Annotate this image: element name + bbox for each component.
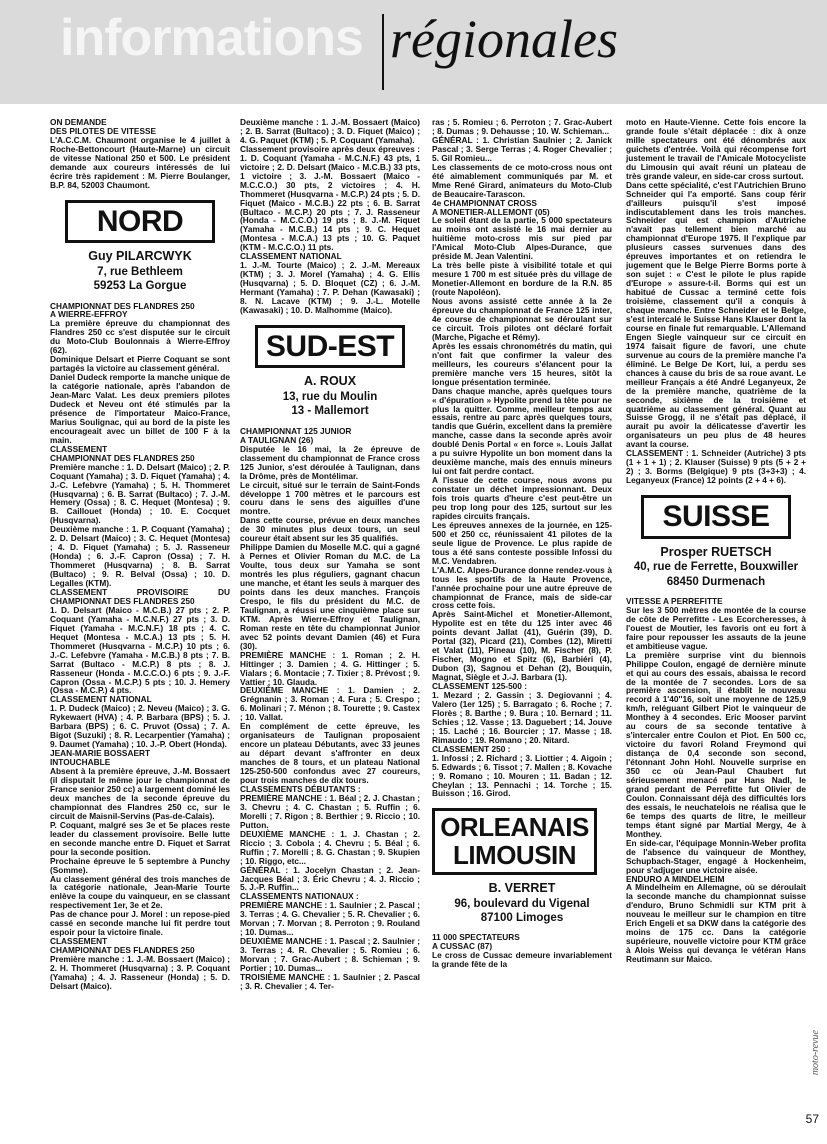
- page-number: 57: [805, 1112, 819, 1126]
- article-cussac-continued: moto en Haute-Vienne. Cette fois encore la grande foule s'était déplacée : dix à onze mille spectateurs ont été dénombrés aux guichets d'entrée. Voilà qui récompense fort justement le travail de l'Amicale Motocycliste du Limousin qui avait réuni un plateau de très grande valeur, en side-car cross surtout. Dans cette spécialité, c'est l'Autrichien Bruno Schneider qui l'a emporté. Sans coup férir d'ailleurs puisqu'il s'est imposé indiscutablement dans les trois manches. Schneider qui est champion d'Autriche n'avait pas tellement bien marché au championnat d'Europe 1975. Il l'explique par plusieurs casses survenues dans des épreuves importantes et on retiendra le jugement que le Belge Pierre Borms porte à son sujet : « C'est le pilote le plus rapide d'Europe » assure-t-il. Borms qui est un habitué de Cussac a terminé cette fois troisième, classement qu'il a conquis à chaque manche. Entre Schneider et le Belge, s'est intercalé le Suisse Hans Klauser dont la course en finale fut remarquable. L'Allemand Engen Siegle vainqueur sur ce circuit en 1974 faisait figure de favori, une chute survenue au cours de la première manche l'a éliminé. Le Belge De Kort, lui, a perdu ses chances à cause du bris de sa roue avant. Le meilleur Français a été André Leganyeux, 2e de la première manche, quatrième de la seconde, sixième de la troisième et quatrième au classement général. Quant au Suisse Grogg, il ne s'était pas déplacé, il aurait pu avoir la délicatesse d'avertir les organisateurs un peu plus de 48 heures avant la course. CLASSEMENT : 1. Schneider (Autriche) 3 pts (1 + 1 + 1) ; 2. Klauser (Suisse) 9 pts (5 + 2 + 2) ; 3. Borms (Belgique) 9 pts (3+3+3) ; 4. Leganyeux (France) 12 points (2 + 4 + 6).: [626, 118, 806, 486]
- article-orleanais-limousin: 11 000 SPECTATEURS A CUSSAC (87) Le cross de Cussac demeure invariablement la grande fête de la: [432, 932, 612, 970]
- correspondent-suisse: [626, 545, 806, 589]
- correspondent-city: 68450 Durmenach: [666, 575, 766, 588]
- correspondent-sud-est: [240, 374, 420, 418]
- magazine-name: moto-revue: [810, 1030, 821, 1076]
- region-title-orleanais-limousin: ORLEANAIS LIMOUSIN: [432, 808, 597, 875]
- header-divider: [382, 14, 384, 90]
- region-title-suisse: SUISSE: [641, 495, 791, 539]
- correspondent-street: 13, rue du Moulin: [282, 391, 378, 404]
- correspondent-name: B. VERRET: [488, 881, 556, 896]
- column-2: [240, 118, 420, 1130]
- correspondent-street: 40, rue de Ferrette, Bouxwiller: [633, 561, 799, 574]
- article-sud-est: CHAMPIONNAT 125 JUNIOR A TAULIGNAN (26) Disputée le 16 mai, la 2e épreuve de classement du championnat de France cross 125 Junior, s'est déroulée à Taulignan, dans la Drôme, près de Montélimar. Le circuit, situé sur le terrain de Saint-Fonds développe 1 700 mètres et le parcours est couru dans le sens des aiguilles d'une montre. Dans cette course, prévue en deux manches de 30 minutes plus deux tours, un seul coureur était absent sur les 35 qualifiés. Philippe Damien du Moselle M.C. qui a gagné à Pernes et Olivier Roman du M.C. de La Voulte, tous deux sur Yamaha se sont montrés les plus réguliers, gagnant chacun une manche, et étant les seuls à marquer des points dans les deux manches. François Crespo, le fils du président du M.C. de Taulignan, a réussi une cinquième place sur KTM. Après Wierre-Effroy et Taulignan, Roman reste en tête du championnat Junior avec 52 points devant Damien (46) et Fura (30). PREMIÈRE MANCHE : 1. Roman ; 2. H. Hittinger ; 3. Damien ; 4. G. Hittinger ; 5. Vialars ; 6. Montacie ; 7. Tixier ; 8. Prévost ; 9. Vattier ; 10. Glauda. DEUXIÈME MANCHE : 1. Damien ; 2. Grégnanin ; 3. Roman ; 4. Fura ; 5. Crespo ; 6. Molinari ; 7. Ménon ; 8. Tourette ; 9. Castex ; 10. Vallat. En complément de cette épreuve, les organisateurs de Taulignan proposaient encore un plateau Débutants, avec 33 jeunes au départ devant s'affronter en deux manches de 8 tours, et un plateau National 125-250-500 confondus avec 27 coureurs, pour trois manches de dix tours. CLASSEMENTS DÉBUTANTS : PREMIÈRE MANCHE : 1. Béal ; 2. J. Chastan ; 3. Chevru ; 4. C. Chastan ; 5. Ruffin ; 6. Morelli ; 7. Rigon ; 8. Berthier ; 9. Riccio ; 10. Putton. DEUXIÈME MANCHE : 1. J. Chastan ; 2. Riccio ; 3. Cobola ; 4. Chevru ; 5. Béal ; 6. Ruffin ; 7. Morelli ; 8. G. Chastan ; 9. Skupien ; 10. Riggo, etc... GÉNÉRAL : 1. Jocelyn Chastan ; 2. Jean-Jacques Béal ; 3. Éric Chevru ; 4. J. Riccio ; 5. J.-P. Ruffin... CLASSEMENTS NATIONAUX : PREMIÈRE MANCHE : 1. Saulnier ; 2. Pascal ; 3. Terras ; 4. G. Chevalier ; 5. R. Chevalier ; 6. Morvan ; 7. Morvan ; 8. Perroton ; 9. Rouland ; 10. Dumas... DEUXIÈME MANCHE : 1. Pascal ; 2. Saulnier ; 3. Terras ; 4. R. Chevalier ; 5. Romieu ; 6. Morvan ; 7. Grac-Aubert ; 8. Schieman ; 9. Portier ; 10. Dumas... TROISIÈME MANCHE : 1. Saulnier ; 2. Pascal ; 3. R. Chevalier ; 4. Ter-: [240, 425, 420, 991]
- correspondent-name: A. ROUX: [303, 374, 357, 389]
- correspondent-nord: [50, 249, 230, 293]
- region-title-sud-est: SUD-EST: [255, 325, 405, 369]
- column-3: [432, 118, 612, 1130]
- correspondent-city: 87100 Limoges: [480, 912, 564, 925]
- page-header-banner: [0, 0, 827, 104]
- header-word-informations: informations: [60, 9, 363, 67]
- region-title-nord: NORD: [65, 200, 215, 244]
- column-1: [50, 118, 230, 1130]
- article-suisse: VITESSE A PERREFITTE Sur les 3 500 mètres de montée de la course de côte de Perrefitte - Les Ecorcheresses, à l'ouest de Moutier, les favoris ont eu fort à faire pour repousser les assauts de la jeune et ambitieuse vague. La première surprise vint du biennois Philippe Coulon, engagé de dernière minute et qui au cours des essais, abaissa le record de la montée de 7 secondes. Lors de sa première ascension, il établit le nouveau record à 1'40''16, soit une moyenne de 125,9 km/h, reléguant Gilbert Piot le vainqueur de Monthey à 4 secondes. Eric Mooser parvint au cours de sa seconde tentative à s'intercaler entre Coulon et Piot. En 500 cc, victoire du favori Roland Freymond qui distança de 0,4 seconde son second, l'étonnant John Hohl. Nouvelle surprise en 350 cc où Jean-Paul Chaubert fut sérieusement menacé par Hans Nadl, le grand perdant de Perrefitte fut Olivier de Coulon. Connaissant déjà des difficultés lors des essais, le neuchatelois ne réalisa que le 6e temps des quarts de litre, le meilleur temps étant signé par Martial Mergy, 4e à Monthey. En side-car, l'équipage Monnin-Weber profita de l'absence du vainqueur de Monthey, Schupbach-Stager, engagé à Hockenheim, pour s'adjuger une victoire aisée. ENDURO A MINDELHEIM A Mindelheim en Allemagne, où se déroulait la seconde manche du championnat suisse d'enduro, Bruno Schmidli sur KTM prit à nouveau le meilleur sur le champion en titre Erich Engeli et sa DKW dans la catégorie des moins de 175 cc. Dans la catégorie supérieure, nouvelle victoire pour KTM grâce à Alois Weiss qui devança le vétéran Hans Reutimann sur Maico.: [626, 595, 806, 965]
- correspondent-street: 96, boulevard du Vigenal: [454, 897, 590, 910]
- column-4: [626, 118, 806, 1130]
- correspondent-city: 13 - Mallemort: [291, 405, 369, 418]
- correspondent-name: Prosper RUETSCH: [660, 544, 772, 559]
- article-sud-est-continued: ras ; 5. Romieu ; 6. Perroton ; 7. Grac-Aubert ; 8. Dumas ; 9. Dehausse ; 10. W. Schieman... GÉNÉRAL : 1. Christian Saulnier ; 2. Janick Pascal ; 3. Serge Terras ; 4. Roger Chevalier ; 5. Gil Romieu... Les classements de ce moto-cross nous ont été aimablement communiqués par M. et Mme René Girard, animateurs du Moto-Club de Beaucaire-Tarascon. 4e CHAMPIONNAT CROSS A MONETIER-ALLEMONT (05) Le soleil étant de la partie, 5 000 spectateurs au moins ont assisté le 16 mai dernier au huitième moto-cross mis sur pied par l'Amical Moto-Club Alpes-Durance, que préside M. Jean Valentini. La très belle piste à visibilité totale et qui mesure 1 700 m est située près du village de Monetier-Allemont en bordure de la R.N. 85 (route Napoléon). Nous avons assisté cette année à la 2e épreuve du championnat de France 125 inter, 4e course de championnat se déroulant sur ce circuit. Trois pilotes ont déclaré forfait (Marche, Pigache et Rémy). Après les essais chronométrés du matin, qui n'ont fait que confirmer la valeur des meilleurs, les coureurs s'élancent pour la première manche vers 15 heures, sitôt la longue présentation terminée. Dans chaque manche, après quelques tours « d'épuration » Hypolite prend la tête pour ne plus la quitter. Comme, meilleur temps aux essais, rentre au parc après quelques tours, tandis que Guérin, excellent dans la première manche, casse dans la seconde après avoir doublé Denis Portal « en force ». Louis Jallat a pu suivre Hypolite un bon moment dans la deuxième manche, mais des ennuis mineurs lui ont fait perdre contact. A l'issue de cette course, nous avons pu constater un déchet impressionnant. Deux fois trois quarts d'heure c'est peut-être un peu trop long pour des 125, surtout sur les rapides circuits français. Les épreuves annexes de la journée, en 125-500 et 250 cc, réunissaient 41 pilotes de la seule ligue de Provence. Le plus rapide de tous a été sans conteste possible Infossi du M.C. Vendabren. L'A.M.C. Alpes-Durance donne rendez-vous à tous les sportifs de la Haute Provence, l'année prochaine pour une autre épreuve de championnat de France, mais de side-car cross cette fois. Après Saint-Michel et Monetier-Allemont, Hypolite est en tête du 125 inter avec 46 points devant Jallat (41), Guérin (39), D. Portal (32), Picard (21), Combes (12), Miretti et Valat (11), Pineau (10), M. Fischer (8), P. Fischer, Mogno et Spitz (6), Barbiéri (4), Dubon (3), Sagnou et Dehan (2), Bouquin, Magnat, Siègle et J.-J. Barbara (1). CLASSEMENT 125-500 : 1. Mezard ; 2. Gassin ; 3. Degiovanni ; 4. Valero (1er 125) ; 5. Barragato ; 6. Roche ; 7. Florès ; 8. Barthe ; 9. Bura ; 10. Bernard ; 11. Schies ; 12. Vasse ; 13. Daguebert ; 14. Jouve ; 15. Laché ; 16. Bourcier ; 17. Masse ; 18. Rimaudo ; 19. Romano ; 20. Nitard. CLASSEMENT 250 : 1. Infossi ; 2. Richard ; 3. Liottier ; 4. Aigoin ; 5. Edwards ; 6. Tissot ; 7. Mallen ; 8. Kovache ; 9. Romano ; 10. Mouren ; 11. Badan ; 12. Cheylan ; 13. Pennachi ; 14. Torche ; 15. Buisson ; 16. Girod.: [432, 118, 612, 799]
- article-nord: CHAMPIONNAT DES FLANDRES 250 A WIERRE-EFFROY La première épreuve du championnat des Flandres 250 cc s'est disputée sur le circuit du Moto-Club Boulonnais à Wierre-Effroy (62). Dominique Delsart et Pierre Coquant se sont partagés la victoire au classement général. Daniel Dudeck remporte la manche unique de la catégorie nationale, après l'abandon de Jean-Marc Valat. Les deux premiers pilotes Dudeck et Neveu ont été stimulés par la présence de l'importateur Maico-France, Marius Soulignac, qui au bord de la piste les encourageait avec un billet de 100 F à la main. CLASSEMENT CHAMPIONNAT DES FLANDRES 250 Première manche : 1. D. Delsart (Maico) ; 2. P. Coquant (Yamaha) ; 3. D. Fiquet (Yamaha) ; 4. J.-C. Lefebvre (Yamaha) ; 5. H. Thommeret (Husqvarna) ; 6. B. Sarrat (Bultaco) ; 7. J.-M. Hemery (Ossa) ; 8. C. Hequet (Montesa) ; 9. B. Caillouet (Honda) ; 10. E. Cocquet (Husqvarna). Deuxième manche : 1. P. Coquant (Yamaha) ; 2. D. Delsart (Maico) ; 3. C. Hequet (Montesa) ; 4. D. Fiquet (Yamaha) ; 5. J. Rasseneur (Honda) ; 6. J.-F. Capron (Ossa) ; 7. H. Thommeret (Husqvarna) ; 8. B. Sarrat (Bultaco) ; 9. R. Belval (Ossa) ; 10. D. Legalles (KTM). CLASSEMENT PROVISOIRE DU CHAMPIONNAT DES FLANDRES 250 1. D. Delsart (Maico - M.C.B.) 27 pts ; 2. P. Coquant (Yamaha - M.C.N.F.) 27 pts ; 3. D. Fiquet (Yamaha - M.C.N.F.) 18 pts ; 4. C. Hequet (Montesa - M.C.A.) 13 pts ; 5. H. Thommeret (Husqvarna - M.C.P.) 10 pts ; 6. J.-C. Lefebvre (Yamaha - M.C.B.) 8 pts ; 7. B. Sarrat (Bultaco - M.C.P.) 8 pts ; 8. J. Rasseneur (Honda - M.C.C.O.) 6 pts ; 9. J.-F. Capron (Ossa - M.C.P.) 5 pts ; 10. J. Hemery (Ossa - M.C.P.) 4 pts. CLASSEMENT NATIONAL 1. P. Dudeck (Maico) ; 2. Neveu (Maico) ; 3. G. Rykewaert (HVA) ; 4. P. Barbara (BPS) ; 5. J. Barbara (BPS) ; 6. C. Pruvot (Ossa) ; 7. A. Bigot (Suzuki) ; 8. R. Lecarpentier (Yamaha) ; 9. Daumet (Yamaha) ; 10. J.-P. Obert (Honda). JEAN-MARIE BOSSAERT INTOUCHABLE Absent à la première épreuve, J.-M. Bossaert (il disputait le même jour le championnat de France senior 250 cc) a largement dominé les deux manches de la seconde épreuve du championnat des Flandres 250 cc, sur le circuit de Maisnil-Servins (Pas-de-Calais). P. Coquant, malgré ses 3e et 5e places reste leader du classement provisoire. Belle lutte en seconde manche entre D. Fiquet et Sarrat pour la seconde position. Prochaine épreuve le 5 septembre à Punchy (Somme). Au classement général des trois manches de la catégorie nationale, Jean-Marie Tourte enlève la coupe du vainqueur, en se classant respectivement 1er, 3e et 2e. Pas de chance pour J. Morel : un repose-pied cassé en seconde manche lui fit perdre tout espoir pour la victoire finale. CLASSEMENT CHAMPIONNAT DES FLANDRES 250 Première manche : 1. J.-M. Bossaert (Maico) ; 2. H. Thommeret (Husqvarna) ; 3. P. Coquant (Yamaha) ; 4. J. Rasseneur (Honda) ; 5. D. Delsart (Maico).: [50, 300, 230, 991]
- article-on-demande: ON DEMANDE DES PILOTES DE VITESSE L'A.C.C.M. Chaumont organise le 4 juillet à Roche-Bettoncourt (Haute-Marne) un circuit de vitesse National 250 et 500. Le président demande aux coureurs intéressés de lui écrire très rapidement : M. Pierre Boulanger, B.P. 84, 52003 Chaumont.: [50, 118, 230, 190]
- correspondent-orleanais-limousin: [432, 881, 612, 925]
- correspondent-city: 59253 La Gorgue: [93, 280, 187, 293]
- header-word-regionales: régionales: [390, 9, 618, 69]
- correspondent-name: Guy PILARCWYK: [88, 249, 192, 264]
- article-nord-continued: Deuxième manche : 1. J.-M. Bossaert (Maico) ; 2. B. Sarrat (Bultaco) ; 3. D. Fiquet (Maico) ; 4. G. Paquet (KTM) ; 5. P. Coquant (Yamaha). Classement provisoire après deux épreuves : 1. D. Coquant (Yamaha - M.C.N.F.) 43 pts, 1 victoire ; 2. D. Delsart (Maico - M.C.B.) 33 pts, 1 victoire ; 3. J.-M. Bossaert (Maico - M.C.C.O.) 30 pts, 2 victoires ; 4. H. Thommeret (Husqvarna - M.C.P.) 24 pts ; 5. D. Fiquet (Maico - M.C.B.) 22 pts ; 6. B. Sarrat (Bultaco - M.C.P.) 20 pts ; 7. J. Rasseneur (Honda - M.C.C.O.) 19 pts ; 8. J.-M. Fiquet (Yamaha - M.C.B.) 14 pts ; 9. C. Hequet (Montesa - M.C.A.) 13 pts ; 10. G. Paquet (KTM - M.C.C.O.) 11 pts. CLASSEMENT NATIONAL 1. J.-M. Tourte (Maico) ; 2. J.-M. Mereaux (KTM) ; 3. J. Morel (Yamaha) ; 4. G. Ellis (Husqvarna) ; 5. D. Bloquet (CZ) ; 6. J.-M. Hermant (Yamaha) ; 7. P. Dehan (Kawasaki) ; 8. N. Lacave (KTM) ; 9. J.-L. Motelle (Kawasaki) ; 10. D. Malhomme (Maico).: [240, 118, 420, 316]
- correspondent-street: 7, rue Bethleem: [97, 265, 183, 278]
